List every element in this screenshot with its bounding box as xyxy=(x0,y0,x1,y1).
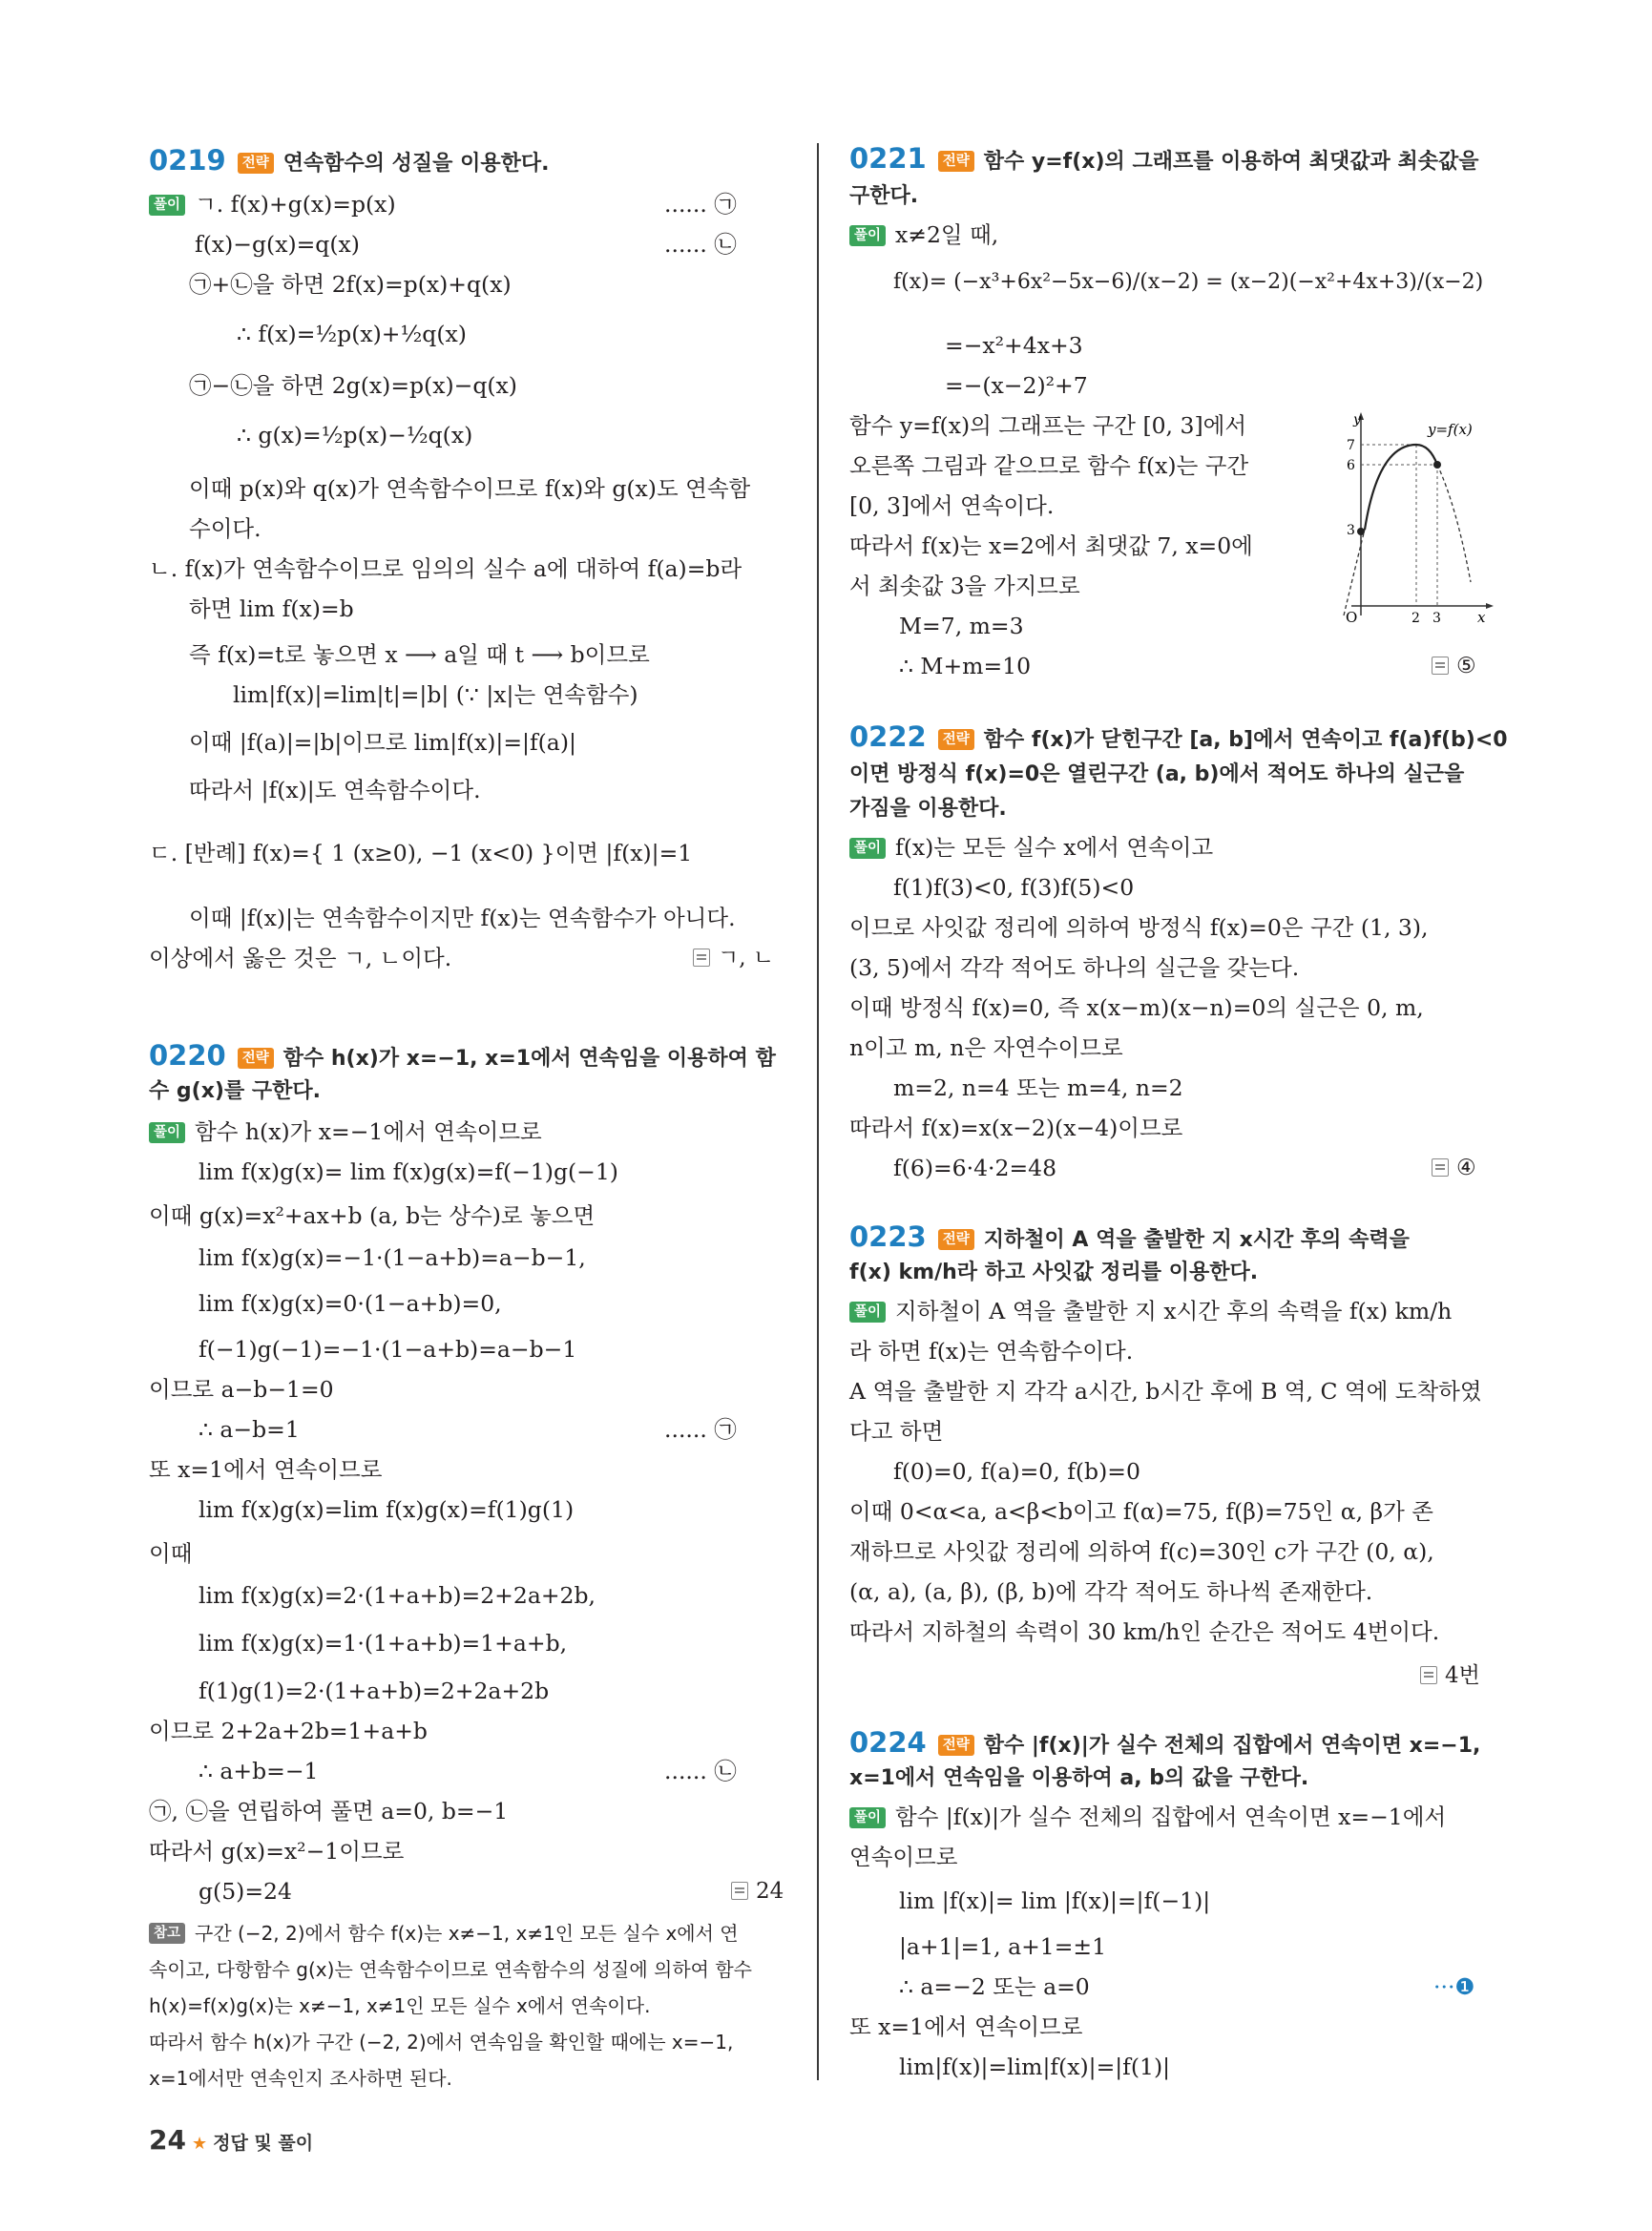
text-line: (α, a), (a, β), (β, b)에 각각 적어도 하나씩 존재한다. xyxy=(849,1578,1373,1605)
star-icon: ★ xyxy=(191,2134,208,2154)
math-line: 이므로 a−b−1=0 xyxy=(149,1376,334,1403)
math-line: f(1)g(1)=2·(1+a+b)=2+2a+2b xyxy=(199,1678,550,1704)
strategy-badge: 전략 xyxy=(238,153,274,174)
text-line: 따라서 g(x)=x²−1이므로 xyxy=(149,1838,405,1865)
strategy-text: 함수 |f(x)|가 실수 전체의 집합에서 연속이면 x=−1, xyxy=(983,1734,1481,1758)
note-line: h(x)=f(x)g(x)는 x≠−1, x≠1인 모든 실수 x에서 연속이다. xyxy=(149,1994,651,2017)
text-line: (3, 5)에서 각각 적어도 하나의 실근을 갖는다. xyxy=(849,954,1300,981)
text-line: 수이다. xyxy=(189,515,261,542)
text-line: 또 x=1에서 연속이므로 xyxy=(849,2013,1083,2040)
math-line: lim |f(x)|= lim |f(x)|=|f(−1)| xyxy=(899,1887,1211,1914)
page-number: 24 xyxy=(149,2124,186,2156)
text-line: 오른쪽 그림과 같으므로 함수 f(x)는 구간 xyxy=(849,452,1249,479)
strategy-text: 함수 h(x)가 x=−1, x=1에서 연속임을 이용하여 함 xyxy=(282,1047,776,1071)
note-line: 속이고, 다항함수 g(x)는 연속함수이므로 연속함수의 성질에 의하여 함수 xyxy=(149,1958,752,1981)
math-line: ㄷ. [반례] f(x)={ 1 (x≥0), −1 (x<0) }이면 |f(x)|=1 xyxy=(149,840,693,866)
math-line: |a+1|=1, a+1=±1 xyxy=(899,1933,1107,1960)
problem-0219-header xyxy=(149,145,549,179)
text-line: 따라서 |f(x)|도 연속함수이다. xyxy=(189,777,481,803)
strategy-badge: 전략 xyxy=(938,729,974,750)
text-line: 지하철이 A 역을 출발한 지 x시간 후의 속력을 f(x) km/h xyxy=(895,1298,1453,1324)
problem-0222-header xyxy=(849,721,1508,756)
solution-badge: 풀이 xyxy=(149,1122,185,1143)
math-line: ∴ f(x)=½p(x)+½q(x) xyxy=(237,321,467,347)
text-line: 이때 방정식 f(x)=0, 즉 x(x−m)(x−n)=0의 실근은 0, m, xyxy=(849,994,1424,1021)
text-line: 라 하면 f(x)는 연속함수이다. xyxy=(849,1338,1134,1365)
answer-0223 xyxy=(1420,1660,1480,1691)
text-line: 이므로 사잇값 정리에 의하여 방정식 f(x)=0은 구간 (1, 3), xyxy=(849,914,1429,941)
solution-line xyxy=(849,1296,1452,1326)
text-line: [0, 3]에서 연속이다. xyxy=(849,492,1055,519)
math-line: f(x)−g(x)=q(x) xyxy=(195,231,360,258)
solution-badge: 풀이 xyxy=(849,225,886,246)
strategy-text-cont: 가짐을 이용한다. xyxy=(849,797,1007,821)
equation-mark: ...... ㉠ xyxy=(664,1416,737,1443)
math-line: lim f(x)g(x)=0·(1−a+b)=0, xyxy=(199,1290,502,1317)
y-label: y xyxy=(1353,412,1361,427)
answer-text: 24 xyxy=(756,1879,784,1904)
math-line: f(0)=0, f(a)=0, f(b)=0 xyxy=(893,1458,1140,1485)
text-line: ㉠, ㉡을 연립하여 풀면 a=0, b=−1 xyxy=(149,1798,509,1824)
strategy-badge: 전략 xyxy=(938,151,974,172)
problem-0223-header xyxy=(849,1221,1410,1256)
answer-0219 xyxy=(693,943,774,973)
math-line: =−(x−2)²+7 xyxy=(945,372,1088,399)
answer-0221 xyxy=(1432,651,1476,681)
math-line: ∴ a=−2 또는 a=0 xyxy=(899,1973,1090,2000)
solution-badge: 풀이 xyxy=(849,1302,886,1323)
math-line: ∴ g(x)=½p(x)−½q(x) xyxy=(237,422,473,448)
math-line: ∴ M+m=10 xyxy=(899,653,1032,679)
math-line: f(6)=6·4·2=48 xyxy=(893,1155,1057,1181)
answer-icon xyxy=(693,949,710,967)
strategy-text: 함수 y=f(x)의 그래프를 이용하여 최댓값과 최솟값을 xyxy=(983,150,1479,174)
problem-number: 0224 xyxy=(849,1726,927,1759)
tick-label: 3 xyxy=(1432,611,1441,625)
text-line: 함수 y=f(x)의 그래프는 구간 [0, 3]에서 xyxy=(849,412,1247,439)
text-line: 따라서 지하철의 속력이 30 km/h인 순간은 적어도 4번이다. xyxy=(849,1618,1440,1645)
text-line: 재하므로 사잇값 정리에 의하여 f(c)=30인 c가 구간 (0, α), xyxy=(849,1538,1434,1565)
step-marker: ···❶ xyxy=(1433,1973,1475,2000)
math-line: lim f(x)g(x)=lim f(x)g(x)=f(1)g(1) xyxy=(199,1496,575,1523)
math-line: ㉠−㉡을 하면 2g(x)=p(x)−q(x) xyxy=(189,372,517,399)
text-line: 함수 |f(x)|가 실수 전체의 집합에서 연속이면 x=−1에서 xyxy=(895,1804,1447,1830)
answer-text: 4번 xyxy=(1445,1663,1480,1688)
strategy-text: 함수 f(x)가 닫힌구간 [a, b]에서 연속이고 f(a)f(b)<0 xyxy=(983,728,1508,752)
text-line: 다고 하면 xyxy=(849,1418,944,1445)
item-prefix: ㄱ. xyxy=(195,191,224,218)
answer-icon xyxy=(731,1882,748,1900)
curve-extension xyxy=(1437,465,1471,582)
reference-note xyxy=(149,1918,739,1949)
problem-0221-header xyxy=(849,143,1478,177)
math-line: g(5)=24 xyxy=(199,1878,292,1905)
strategy-text-cont: f(x) km/h라 하고 사잇값 정리를 이용한다. xyxy=(849,1261,1259,1284)
strategy-text: 지하철이 A 역을 출발한 지 x시간 후의 속력을 xyxy=(983,1228,1410,1252)
strategy-badge: 전략 xyxy=(938,1229,974,1250)
solution-badge: 풀이 xyxy=(149,195,185,216)
solution-badge: 풀이 xyxy=(849,838,886,859)
math-line: lim f(x)g(x)=−1·(1−a+b)=a−b−1, xyxy=(199,1244,586,1271)
math-line: ∴ a+b=−1 xyxy=(199,1758,319,1784)
note-line: 따라서 함수 h(x)가 구간 (−2, 2)에서 연속임을 확인할 때에는 x=−1, xyxy=(149,2031,734,2054)
solution-line xyxy=(849,1802,1446,1832)
answer-icon xyxy=(1420,1666,1437,1684)
page-footer xyxy=(149,2124,313,2156)
solution-line xyxy=(849,219,998,250)
problem-number: 0219 xyxy=(149,144,226,177)
solution-badge: 풀이 xyxy=(849,1807,886,1828)
equation-mark: ...... ㉡ xyxy=(664,231,737,258)
text-line: 또 x=1에서 연속이므로 xyxy=(149,1456,383,1483)
math-line: f(x)= (−x³+6x²−5x−6)/(x−2) = (x−2)(−x²+4x+3)/(x−2) xyxy=(893,270,1484,294)
equation-mark: ...... ㉡ xyxy=(664,1758,737,1784)
text-line: 즉 f(x)=t로 놓으면 x ⟶ a일 때 t ⟶ b이므로 xyxy=(189,641,650,668)
text-line: 함수 h(x)가 x=−1에서 연속이므로 xyxy=(195,1118,542,1145)
math-line: 이때 |f(a)|=|b|이므로 lim|f(x)|=|f(a)| xyxy=(189,729,576,756)
tick-label: 7 xyxy=(1347,438,1355,453)
note-line: x=1에서만 연속인지 조사하면 된다. xyxy=(149,2067,452,2090)
math-line: lim|f(x)|=lim|f(x)|=|f(1)| xyxy=(899,2054,1171,2080)
answer-text: ⑤ xyxy=(1456,654,1476,678)
x-axis-arrow-icon xyxy=(1486,603,1494,609)
math-line: ∴ a−b=1 xyxy=(199,1416,300,1443)
origin-label: O xyxy=(1346,609,1358,625)
math-line: f(x)+g(x)=p(x) xyxy=(230,191,396,218)
math-line: =−x²+4x+3 xyxy=(945,332,1083,359)
problem-number: 0221 xyxy=(849,142,927,175)
text-line: 이때 p(x)와 q(x)가 연속함수이므로 f(x)와 g(x)도 연속함 xyxy=(189,475,751,502)
math-line: f(−1)g(−1)=−1·(1−a+b)=a−b−1 xyxy=(199,1336,577,1363)
math-line: m=2, n=4 또는 m=4, n=2 xyxy=(893,1074,1183,1101)
equation-mark: ...... ㉠ xyxy=(664,191,737,218)
column-divider xyxy=(817,143,819,2080)
curve-main xyxy=(1365,445,1437,530)
text-line: 이때 |f(x)|는 연속함수이지만 f(x)는 연속함수가 아니다. xyxy=(189,905,736,931)
text-line: 따라서 f(x)=x(x−2)(x−4)이므로 xyxy=(849,1115,1183,1141)
problem-0220-header xyxy=(149,1040,776,1074)
footer-label: 정답 및 풀이 xyxy=(213,2133,314,2154)
math-line: lim|f(x)|=lim|t|=|b| (∵ |x|는 연속함수) xyxy=(233,681,638,708)
answer-text: ④ xyxy=(1456,1156,1476,1180)
tick-label: 6 xyxy=(1347,458,1355,473)
curve-label: y=f(x) xyxy=(1428,421,1473,438)
text-line: 서 최솟값 3을 가지므로 xyxy=(849,573,1080,599)
text-line: 따라서 f(x)는 x=2에서 최댓값 7, x=0에 xyxy=(849,532,1253,559)
answer-icon xyxy=(1432,1158,1449,1177)
text-line: ㄴ. f(x)가 연속함수이므로 임의의 실수 a에 대하여 f(a)=b라 xyxy=(149,555,742,582)
problem-0224-header xyxy=(849,1727,1480,1762)
text-line: 이상에서 옳은 것은 ㄱ, ㄴ이다. xyxy=(149,945,452,971)
problem-number: 0220 xyxy=(149,1039,226,1072)
strategy-text-cont: x=1에서 연속임을 이용하여 a, b의 값을 구한다. xyxy=(849,1766,1309,1790)
math-line: f(1)f(3)<0, f(3)f(5)<0 xyxy=(893,874,1135,901)
endpoint-dot xyxy=(1433,461,1441,469)
math-line: lim f(x)g(x)=2·(1+a+b)=2+2a+2b, xyxy=(199,1582,596,1609)
problem-number: 0223 xyxy=(849,1220,927,1253)
strategy-text-cont: 수 g(x)를 구한다. xyxy=(149,1079,321,1103)
text-line: 이때 0<α<a, a<β<b이고 f(α)=75, f(β)=75인 α, β가 존 xyxy=(849,1498,1434,1525)
strategy-badge: 전략 xyxy=(938,1735,974,1756)
math-line: 하면 lim f(x)=b xyxy=(189,595,354,622)
strategy-text-cont: 이면 방정식 f(x)=0은 열린구간 (a, b)에서 적어도 하나의 실근을 xyxy=(849,762,1465,786)
math-line: x≠2일 때, xyxy=(895,221,999,248)
answer-icon xyxy=(1432,657,1449,675)
math-line: lim f(x)g(x)=1·(1+a+b)=1+a+b, xyxy=(199,1630,568,1657)
solution-line xyxy=(849,832,1213,863)
tick-label: 2 xyxy=(1412,611,1420,625)
solution-line xyxy=(149,1116,542,1147)
text-line: A 역을 출발한 지 각각 a시간, b시간 후에 B 역, C 역에 도착하였 xyxy=(849,1378,1482,1405)
math-line: ㉠+㉡을 하면 2f(x)=p(x)+q(x) xyxy=(189,271,512,298)
math-line: M=7, m=3 xyxy=(899,613,1024,639)
answer-0222 xyxy=(1432,1153,1476,1183)
text-line: 연속이므로 xyxy=(849,1844,958,1870)
strategy-badge: 전략 xyxy=(238,1048,274,1069)
text-line: 이때 xyxy=(149,1540,193,1567)
text-line: 이때 g(x)=x²+ax+b (a, b는 상수)로 놓으면 xyxy=(149,1202,596,1229)
answer-text: ㄱ, ㄴ xyxy=(718,946,775,970)
math-line: 이므로 2+2a+2b=1+a+b xyxy=(149,1718,428,1744)
text-line: f(x)는 모든 실수 x에서 연속이고 xyxy=(895,834,1214,861)
strategy-text: 연속함수의 성질을 이용한다. xyxy=(282,152,550,176)
tick-label: 3 xyxy=(1347,523,1355,538)
endpoint-dot xyxy=(1357,528,1365,535)
strategy-text-cont: 구한다. xyxy=(849,184,919,208)
note-line: 구간 (−2, 2)에서 함수 f(x)는 x≠−1, x≠1인 모든 실수 x에서 연 xyxy=(195,1922,739,1945)
text-line: n이고 m, n은 자연수이므로 xyxy=(849,1034,1123,1061)
x-label: x xyxy=(1477,609,1486,625)
answer-0220 xyxy=(731,1876,784,1907)
problem-number: 0222 xyxy=(849,720,927,753)
parabola-graph xyxy=(1332,410,1495,625)
math-line: lim f(x)g(x)= lim f(x)g(x)=f(−1)g(−1) xyxy=(199,1158,618,1185)
reference-badge: 참고 xyxy=(149,1923,185,1944)
solution-line xyxy=(149,189,396,219)
